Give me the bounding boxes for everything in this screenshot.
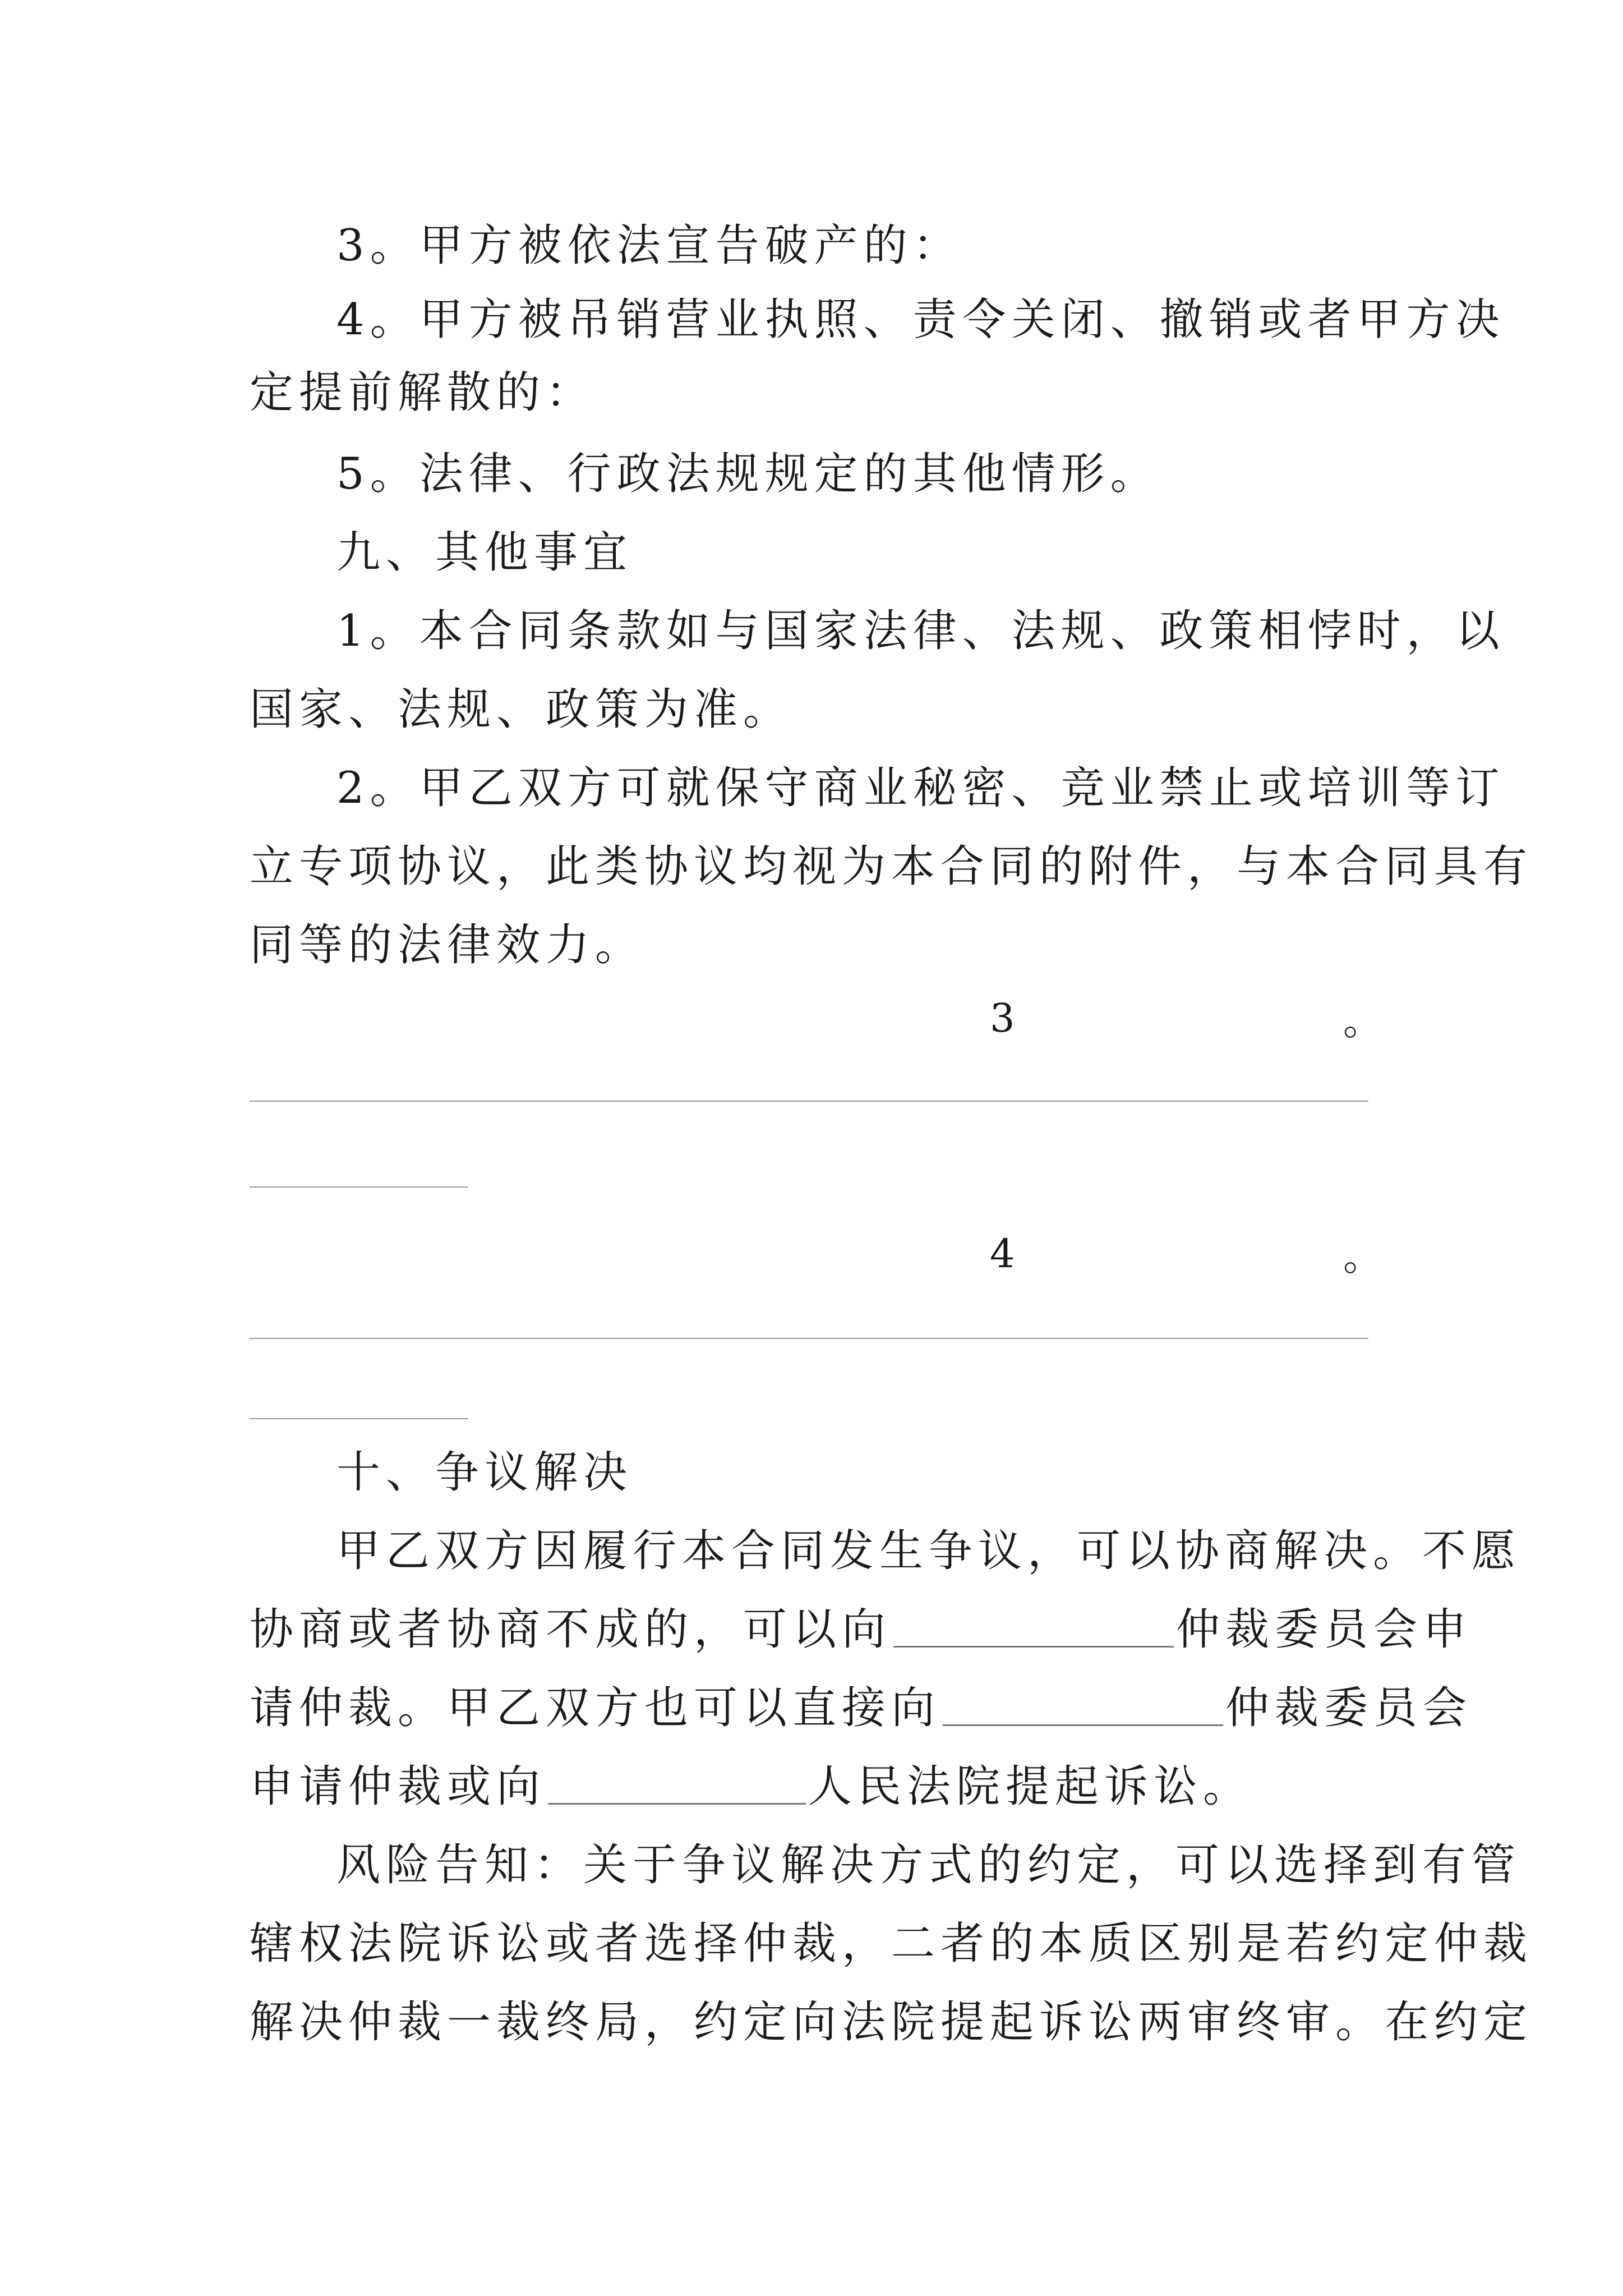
dispute-line-4-text-a: 申请仲裁或向	[250, 1761, 546, 1812]
clause-8-item-5: 5。法律、行政法规规定的其他情形。	[336, 449, 1160, 499]
dispute-line-2	[250, 1602, 1472, 1658]
clause-8-item-4-line-1: 4。甲方被吊销营业执照、责令关闭、撤销或者甲方决	[336, 295, 1505, 345]
dispute-line-4	[250, 1759, 1252, 1815]
arbitration-commission-blank-2	[943, 1685, 1223, 1726]
section-9-title: 九、其他事宜	[336, 527, 633, 578]
clause-9-item-4-number: 4	[990, 1231, 1015, 1277]
clause-9-item-4-fill-line-2	[250, 1418, 468, 1419]
section-10-title: 十、争议解决	[336, 1447, 633, 1498]
dispute-line-2-text-b: 仲裁委员会申	[1176, 1604, 1473, 1655]
clause-9-item-4-period: 。	[1343, 1234, 1382, 1280]
risk-notice-line-3: 解决仲裁一裁终局，约定向法院提起诉讼两审终审。在约定	[250, 1997, 1533, 2047]
peoples-court-blank	[548, 1764, 806, 1805]
clause-9-item-2-line-3: 同等的法律效力。	[250, 920, 645, 970]
clause-9-item-2-line-2: 立专项协议，此类协议均视为本合同的附件，与本合同具有	[250, 841, 1533, 892]
clause-9-item-1-line-2: 国家、法规、政策为准。	[250, 684, 793, 735]
clause-9-item-3-number: 3	[990, 995, 1015, 1041]
dispute-line-2-text-a: 协商或者协商不成的，可以向	[250, 1604, 892, 1655]
risk-notice-line-2: 辖权法院诉讼或者选择仲裁，二者的本质区别是若约定仲裁	[250, 1918, 1533, 1969]
clause-9-item-4-fill-line-1	[250, 1338, 1368, 1339]
clause-9-item-1-line-1: 1。本合同条款如与国家法律、法规、政策相悖时，以	[336, 606, 1505, 656]
clause-8-item-4-line-2: 定提前解散的：	[250, 367, 596, 418]
dispute-line-3	[250, 1680, 1472, 1736]
dispute-line-1: 甲乙双方因履行本合同发生争议，可以协商解决。不愿	[336, 1526, 1521, 1576]
dispute-line-3-text-a: 请仲裁。甲乙双方也可以直接向	[250, 1683, 941, 1733]
clause-9-item-3-fill-line-2	[250, 1186, 468, 1188]
clause-9-item-3-period: 。	[1343, 998, 1382, 1044]
arbitration-commission-blank-1	[893, 1607, 1174, 1648]
dispute-line-4-text-b: 人民法院提起诉讼。	[808, 1761, 1253, 1812]
risk-notice-line-1: 风险告知：关于争议解决方式的约定，可以选择到有管	[336, 1840, 1521, 1890]
dispute-line-3-text-b: 仲裁委员会	[1225, 1683, 1473, 1733]
clause-9-item-3-fill-line-1	[250, 1101, 1368, 1102]
clause-8-item-3: 3。甲方被依法宣告破产的：	[336, 220, 962, 271]
clause-9-item-2-line-1: 2。甲乙双方可就保守商业秘密、竞业禁止或培训等订	[336, 763, 1505, 813]
